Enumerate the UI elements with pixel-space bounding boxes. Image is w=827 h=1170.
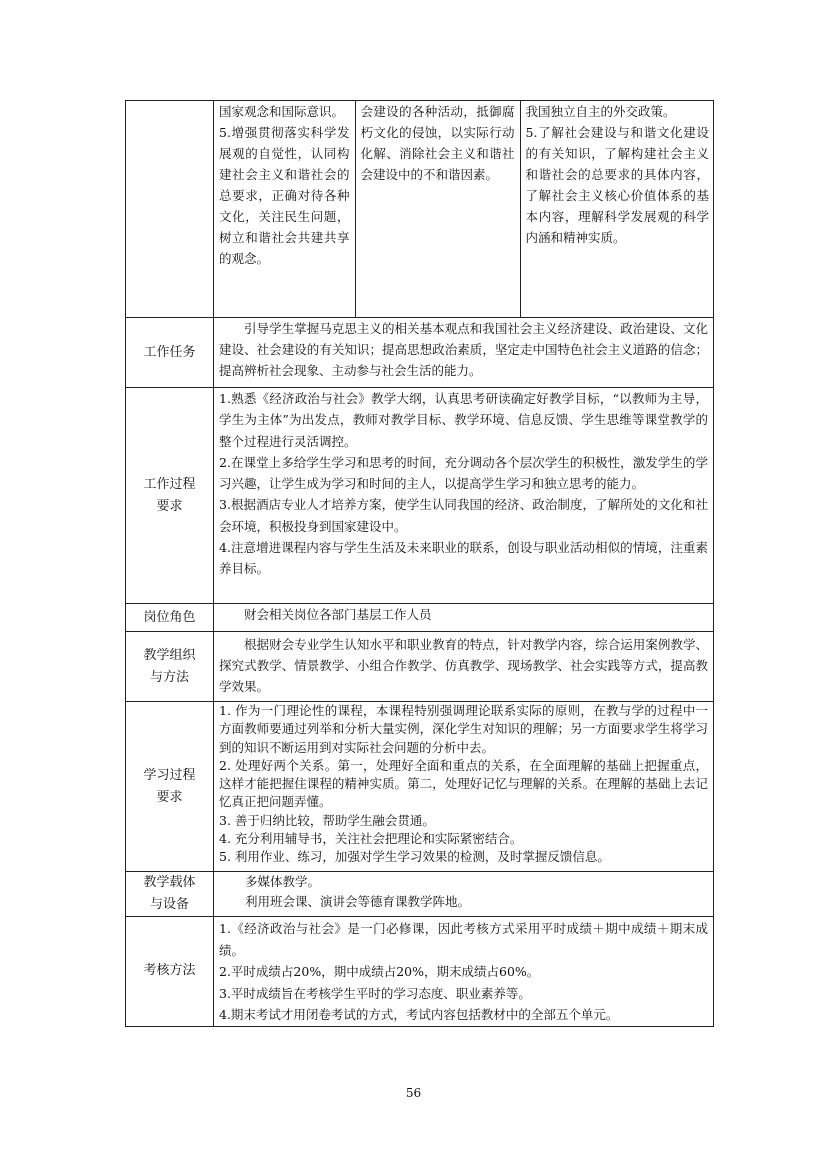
process-item-3: 3.根据酒店专业人才培养方案，使学生认同我国的经济、政治制度，了解所处的文化和社会环境，积极投身到国家建设中。 <box>219 497 708 534</box>
assessment-item-1: 1.《经济政治与社会》是一门必修课，因此考核方式采用平时成绩＋期中成绩＋期末成绩。 <box>219 921 708 958</box>
page-number: 56 <box>405 1086 422 1100</box>
objective-col-3-p1: 我国独立自主的外交政策。 <box>525 104 676 119</box>
process-row <box>126 388 714 604</box>
equipment-label-line2: 与设备 <box>149 897 189 912</box>
learning-label-line1: 学习过程 <box>143 767 196 783</box>
process-item-2: 2.在课堂上多给学生学习和思考的时间，充分调动各个层次学生的积极性，激发学生的学习兴趣，让学生成为学习和时间的主人，以提高学生学习和独立思考的能力。 <box>219 454 708 492</box>
process-label <box>126 388 214 604</box>
role-row <box>126 604 714 632</box>
task-text: 引导学生掌握马克思主义的相关基本观点和我国社会主义经济建设、政治建设、文化建设、社会建设的有关知识；提高思想政治素质，坚定走中国特色社会主义道路的信念；提高辨析社会现象、主动参与社会生活的能力。 <box>219 321 708 378</box>
equipment-item-1: 多媒体教学。 <box>245 874 321 889</box>
assessment-item-3: 3.平时成绩旨在考核学生平时的学习态度、职业素养等。 <box>219 985 531 1001</box>
method-label-line1: 教学组织 <box>143 647 196 663</box>
learning-label-line2: 要求 <box>156 789 183 805</box>
objective-col-1 <box>214 101 355 317</box>
process-item-4: 4.注意增进课程内容与学生生活及未来职业的联系，创设与职业活动相似的情境，注重素养目标。 <box>219 540 708 577</box>
objective-col-1-p2: 5.增强贯彻落实科学发展观的自觉性，认同构建社会主义和谐社会的总要求，正确对待各种文化，关注民生问题，树立和谐社会共建共享的观念。 <box>219 125 350 266</box>
assessment-item-2: 2.平时成绩占20%，期中成绩占20%，期末成绩占60%。 <box>219 964 540 979</box>
learning-item-1: 1. 作为一门理论性的课程，本课程特别强调理论联系实际的原则，在教与学的过程中一方面教师要通过列举和分析大量实例，深化学生对知识的理解；另一方面要求学生将学习到的知识不断运用到对实际社会问题的分析中去。 <box>219 703 708 755</box>
objectives-row <box>126 101 714 318</box>
method-text: 根据财会专业学生认知水平和职业教育的特点，针对教学内容，综合运用案例教学、探究式教学、情景教学、小组合作教学、仿真教学、现场教学、社会实践等方式，提高教学效果。 <box>219 637 708 694</box>
learning-item-3: 3. 善于归纳比较，帮助学生融会贯通。 <box>219 812 435 828</box>
equipment-item-2: 利用班会课、演讲会等德育课教学阵地。 <box>245 893 471 909</box>
learning-row <box>126 702 714 872</box>
objective-col-1-p1: 国家观念和国际意识。 <box>219 104 345 119</box>
task-label: 工作任务 <box>126 318 214 388</box>
role-label: 岗位角色 <box>126 604 214 632</box>
learning-item-5: 5. 利用作业、练习，加强对学生学习效果的检测，及时掌握反馈信息。 <box>219 849 610 865</box>
process-label-line2: 要求 <box>156 498 183 514</box>
role-text: 财会相关岗位各部门基层工作人员 <box>244 607 432 622</box>
objectives-label-cell <box>126 101 214 318</box>
method-label <box>126 632 214 702</box>
equipment-label <box>126 872 214 917</box>
method-label-line2: 与方法 <box>149 669 189 685</box>
objectives-subtable <box>214 101 714 317</box>
process-item-1: 1.熟悉《经济政治与社会》教学大纲，认真思考研读确定好教学目标，“以教师为主导，学生为主体”为出发点，教师对教学目标、教学环境、信息反馈、学生思维等课堂教学的整个过程进行灵活调控。 <box>219 391 708 449</box>
objective-col-3 <box>520 101 714 317</box>
course-table <box>125 100 714 1027</box>
equipment-row <box>126 872 714 917</box>
method-row <box>126 632 714 702</box>
assessment-item-4: 4.期末考试才用闭卷考试的方式，考试内容包括教材中的全部五个单元。 <box>219 1007 619 1022</box>
objective-col-2 <box>355 101 520 317</box>
objective-col-3-p2: 5.了解社会建设与和谐文化建设的有关知识，了解构建社会主义和谐社会的总要求的具体内容，了解社会主义核心价值体系的基本内容，理解科学发展观的科学内涵和精神实质。 <box>525 125 709 245</box>
learning-item-4: 4. 充分利用辅导书，关注社会把理论和实际紧密结合。 <box>219 831 523 847</box>
learning-item-2: 2. 处理好两个关系。第一，处理好全面和重点的关系，在全面理解的基础上把握重点，这样才能把握住课程的精神实质。第二，处理好记忆与理解的关系。在理解的基础上去记忆真正把问题弄懂。 <box>219 757 708 810</box>
process-label-line1: 工作过程 <box>143 476 196 492</box>
assessment-label: 考核方法 <box>126 917 214 1027</box>
objective-col-2-p1: 会建设的各种活动，抵御腐朽文化的侵蚀，以实际行动化解、消除社会主义和谐社会建设中的不和谐因素。 <box>360 104 515 182</box>
learning-label <box>126 702 214 872</box>
assessment-row <box>126 917 714 1027</box>
task-row <box>126 318 714 388</box>
equipment-label-line1: 教学载体 <box>143 875 196 890</box>
